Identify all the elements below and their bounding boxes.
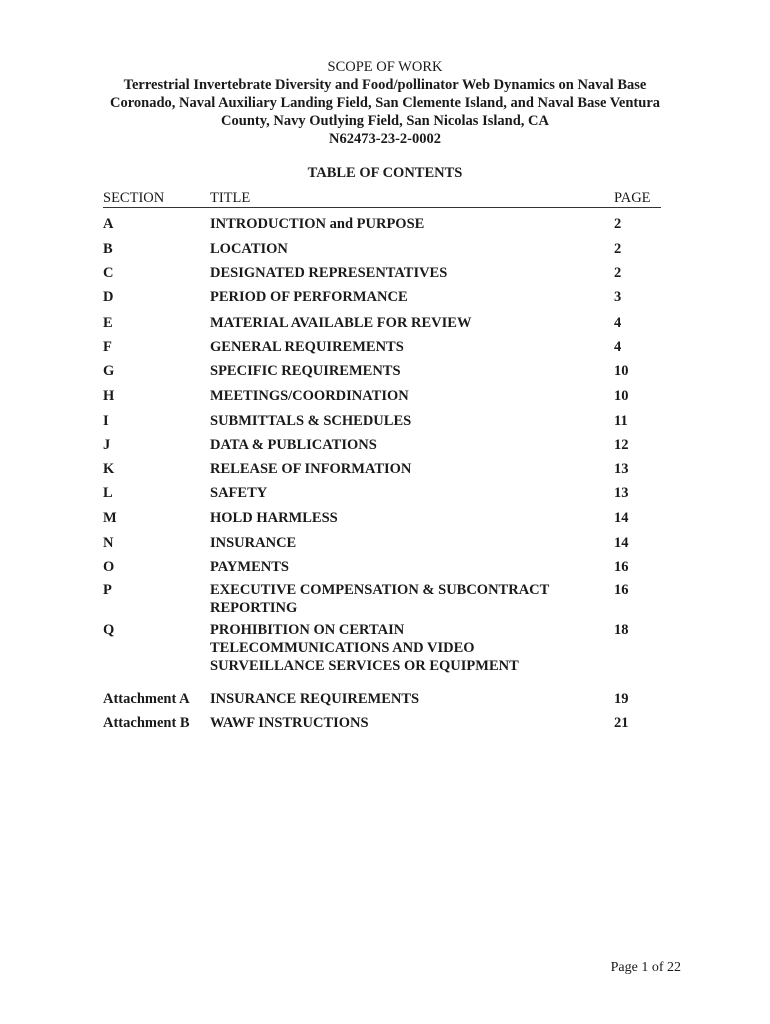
toc-entry-title[interactable]: LOCATION: [210, 241, 288, 257]
toc-page-number: 14: [614, 510, 629, 526]
toc-section: P: [103, 582, 112, 598]
toc-page-number: 2: [614, 216, 622, 232]
toc-entry-title[interactable]: MEETINGS/COORDINATION: [210, 388, 409, 404]
toc-page-number: 14: [614, 535, 629, 551]
toc-page-number: 18: [614, 622, 629, 638]
toc-section: M: [103, 510, 117, 526]
toc-section: I: [103, 413, 109, 429]
toc-entry-title[interactable]: HOLD HARMLESS: [210, 510, 338, 526]
toc-entry-title[interactable]: SPECIFIC REQUIREMENTS: [210, 363, 401, 379]
toc-section: C: [103, 265, 114, 281]
project-title-line-2: Coronado, Naval Auxiliary Landing Field, San Clemente Island, and Naval Base Ventura: [109, 95, 661, 111]
toc-page-number: 16: [614, 582, 629, 598]
toc-page-number: 11: [614, 413, 628, 429]
document-header: [0, 58, 770, 148]
contract-number: N62473-23-2-0002: [329, 131, 441, 147]
toc-entry-title[interactable]: PERIOD OF PERFORMANCE: [210, 289, 408, 305]
toc-section: G: [103, 363, 115, 379]
toc-page-number: 2: [614, 241, 622, 257]
page-number-footer: Page 1 of 22: [610, 960, 681, 975]
toc-entry-title[interactable]: SUBMITTALS & SCHEDULES: [210, 413, 412, 429]
toc-section: H: [103, 388, 115, 404]
column-header-section: SECTION: [103, 190, 165, 206]
toc-entry-title[interactable]: INSURANCE REQUIREMENTS: [210, 691, 420, 707]
toc-section: K: [103, 461, 115, 477]
toc-page-number: 3: [614, 289, 622, 305]
toc-section: Attachment B: [103, 715, 190, 731]
scope-heading: SCOPE OF WORK: [327, 59, 443, 75]
toc-page-number: 4: [614, 339, 622, 355]
toc-entry-title[interactable]: GENERAL REQUIREMENTS: [210, 339, 404, 355]
toc-entry-title[interactable]: EXECUTIVE COMPENSATION & SUBCONTRACT REPORTING: [210, 582, 550, 616]
column-header-title: TITLE: [210, 190, 251, 206]
toc-page-number: 12: [614, 437, 629, 453]
toc-entry-title[interactable]: PROHIBITION ON CERTAIN TELECOMMUNICATIONS AND VIDEO SURVEILLANCE SERVICES OR EQUIPMENT: [210, 622, 519, 674]
toc-entry-title[interactable]: PAYMENTS: [210, 559, 289, 575]
toc-section: Attachment A: [103, 691, 190, 707]
toc-page-number: 16: [614, 559, 629, 575]
toc-entry-title[interactable]: WAWF INSTRUCTIONS: [210, 715, 369, 731]
toc-page-number: 2: [614, 265, 622, 281]
toc-page-number: 10: [614, 388, 629, 404]
column-header-page: PAGE: [614, 190, 651, 206]
toc-section: L: [103, 485, 113, 501]
toc-entry-title[interactable]: RELEASE OF INFORMATION: [210, 461, 412, 477]
project-title-line-1: Terrestrial Invertebrate Diversity and Food/pollinator Web Dynamics on Naval Base: [123, 77, 647, 93]
toc-section: D: [103, 289, 114, 305]
toc-page-number: 13: [614, 485, 629, 501]
toc-page-number: 4: [614, 315, 622, 331]
toc-section: J: [103, 437, 111, 453]
toc-section: E: [103, 315, 113, 331]
project-title-line-3: County, Navy Outlying Field, San Nicolas Island, CA: [221, 113, 549, 129]
toc-entry-title[interactable]: DATA & PUBLICATIONS: [210, 437, 377, 453]
toc-entry-title[interactable]: DESIGNATED REPRESENTATIVES: [210, 265, 448, 281]
toc-entry-title[interactable]: SAFETY: [210, 485, 268, 501]
toc-entry-title[interactable]: INSURANCE: [210, 535, 297, 551]
toc-entry-title[interactable]: MATERIAL AVAILABLE FOR REVIEW: [210, 315, 472, 331]
toc-title: TABLE OF CONTENTS: [307, 165, 463, 181]
toc-section: N: [103, 535, 114, 551]
toc-entry-title[interactable]: INTRODUCTION and PURPOSE: [210, 216, 425, 232]
toc-section: B: [103, 241, 113, 257]
toc-page-number: 13: [614, 461, 629, 477]
header-divider: [103, 207, 661, 208]
toc-page-number: 10: [614, 363, 629, 379]
toc-section: Q: [103, 622, 115, 638]
toc-section: F: [103, 339, 112, 355]
toc-page-number: 21: [614, 715, 629, 731]
toc-section: O: [103, 559, 115, 575]
toc-page-number: 19: [614, 691, 629, 707]
toc-section: A: [103, 216, 114, 232]
